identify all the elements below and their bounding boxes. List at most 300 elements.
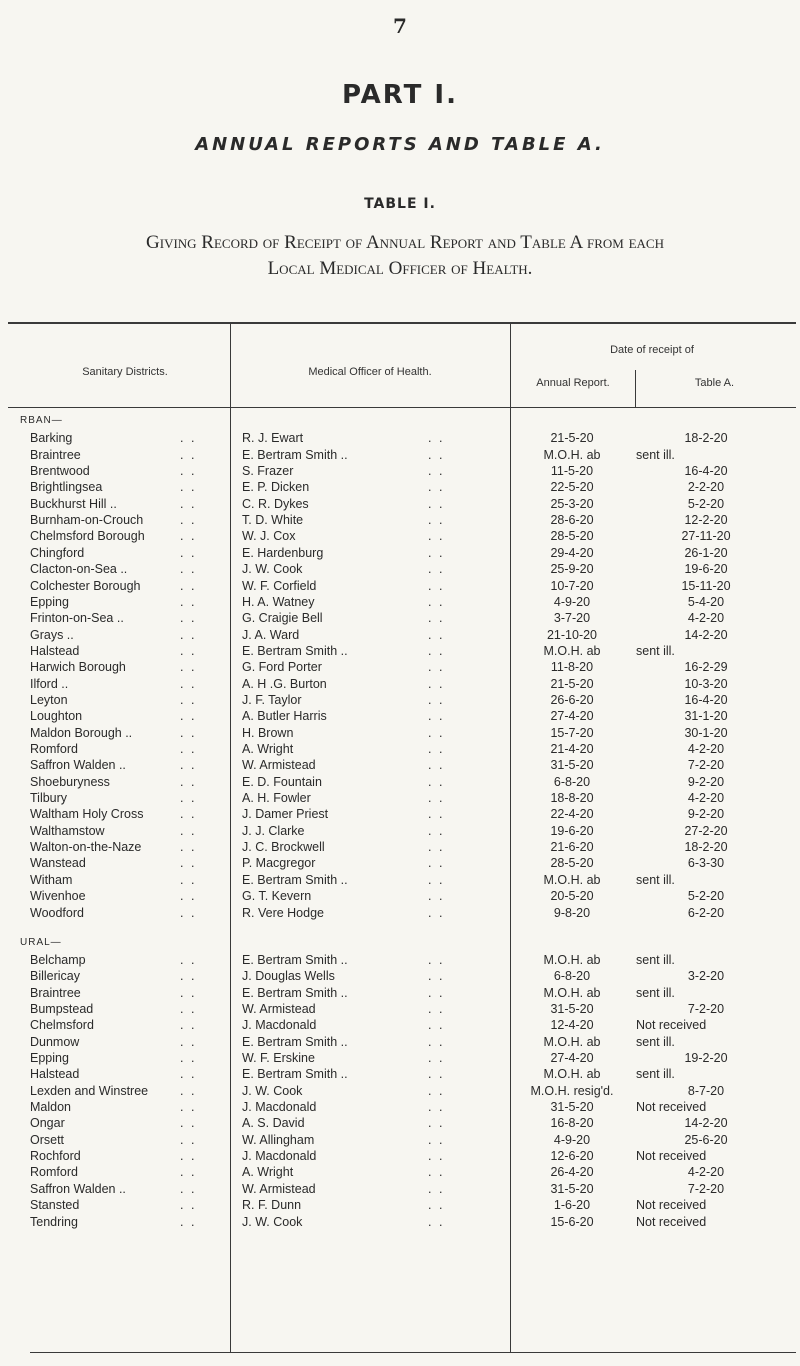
cell-district: Saffron Walden ..	[30, 758, 126, 773]
cell-officer: J. J. Clarke	[242, 823, 305, 838]
cell-district: Barking	[30, 431, 73, 446]
leader-dots: . .	[180, 496, 197, 511]
leader-dots: . .	[180, 1034, 197, 1049]
cell-annual-report: M.O.H. ab	[543, 985, 601, 1000]
page-number: 7	[393, 14, 407, 38]
cell-officer: R. F. Dunn	[242, 1198, 302, 1213]
cell-table-a: 16-2-29	[684, 660, 728, 675]
cell-officer: J. Macdonald	[242, 1100, 317, 1115]
leader-dots: . .	[180, 447, 197, 462]
cell-district: Chelmsford	[30, 1018, 94, 1033]
cell-district: Walton-on-the-Naze	[30, 840, 142, 855]
leader-dots: . .	[428, 889, 445, 904]
leader-dots: . .	[180, 1165, 197, 1180]
leader-dots: . .	[428, 840, 445, 855]
group-label: RBAN—	[20, 415, 63, 426]
cell-officer: W. F. Corfield	[242, 578, 317, 593]
table-row	[0, 709, 800, 723]
leader-dots: . .	[180, 840, 197, 855]
cell-table-a: sent ill.	[636, 1067, 675, 1082]
cell-district: Colchester Borough	[30, 578, 141, 593]
cell-officer: E. D. Fountain	[242, 774, 322, 789]
cell-annual-report: M.O.H. ab	[543, 447, 601, 462]
cell-officer: J. Macdonald	[242, 1149, 317, 1164]
cell-table-a: 7-2-20	[687, 1001, 725, 1016]
cell-table-a: Not received	[636, 1018, 707, 1033]
table-row	[0, 546, 800, 560]
cell-annual-report: 16-8-20	[550, 1116, 594, 1131]
cell-table-a: sent ill.	[636, 447, 675, 462]
leader-dots: . .	[428, 905, 445, 920]
leader-dots: . .	[180, 1001, 197, 1016]
cell-district: Tendring	[30, 1214, 78, 1229]
cell-district: Romford	[30, 1165, 78, 1180]
table-row	[0, 1035, 800, 1049]
leader-dots: . .	[428, 447, 445, 462]
cell-officer: S. Frazer	[242, 464, 294, 479]
leader-dots: . .	[180, 1018, 197, 1033]
cell-district: Waltham Holy Cross	[30, 807, 144, 822]
leader-dots: . .	[428, 562, 445, 577]
leader-dots: . .	[428, 1198, 445, 1213]
leader-dots: . .	[428, 1067, 445, 1082]
leader-dots: . .	[180, 823, 197, 838]
table-row	[0, 497, 800, 511]
header-table-a: Table A.	[694, 377, 735, 389]
leader-dots: . .	[428, 545, 445, 560]
leader-dots: . .	[180, 1067, 197, 1082]
leader-dots: . .	[428, 856, 445, 871]
cell-table-a: 5-2-20	[687, 496, 725, 511]
leader-dots: . .	[428, 480, 445, 495]
leader-dots: . .	[180, 480, 197, 495]
leader-dots: . .	[180, 676, 197, 691]
cell-officer: W. Armistead	[242, 758, 316, 773]
leader-dots: . .	[180, 872, 197, 887]
leader-dots: . .	[180, 742, 197, 756]
leader-dots: . .	[180, 985, 197, 1000]
cell-officer: W. Armistead	[242, 1181, 316, 1196]
cell-annual-report: 29-4-20	[550, 545, 594, 560]
leader-dots: . .	[428, 643, 445, 658]
leader-dots: . .	[428, 1116, 445, 1131]
cell-annual-report: 6-8-20	[553, 774, 591, 789]
cell-table-a: 7-2-20	[687, 1181, 725, 1196]
cell-district: Maldon Borough ..	[30, 725, 133, 740]
cell-table-a: Not received	[636, 1198, 707, 1213]
cell-table-a: sent ill.	[636, 985, 675, 1000]
header-date-group: Date of receipt of	[610, 344, 694, 356]
leader-dots: . .	[428, 676, 445, 691]
cell-table-a: 18-2-20	[684, 431, 728, 446]
cell-annual-report: 26-4-20	[550, 1165, 594, 1180]
table-row	[0, 677, 800, 691]
cell-district: Grays ..	[30, 627, 74, 642]
leader-dots: . .	[180, 1051, 197, 1065]
cell-annual-report: M.O.H. ab	[543, 1034, 601, 1049]
leader-dots: . .	[428, 431, 445, 446]
cell-table-a: 19-2-20	[684, 1051, 728, 1065]
cell-annual-report: M.O.H. ab	[543, 952, 601, 967]
table-row	[0, 513, 800, 527]
header-annual-report: Annual Report.	[536, 377, 610, 389]
cell-annual-report: M.O.H. ab	[543, 1067, 601, 1082]
cell-annual-report: 22-4-20	[550, 807, 594, 822]
cell-table-a: 5-4-20	[687, 594, 725, 609]
table-row	[0, 1182, 800, 1196]
cell-officer: E. Bertram Smith ..	[242, 643, 348, 658]
cell-officer: E. Bertram Smith ..	[242, 447, 348, 462]
cell-annual-report: M.O.H. ab	[543, 872, 601, 887]
leader-dots: . .	[180, 578, 197, 593]
table-row	[0, 1165, 800, 1179]
cell-table-a: 30-1-20	[684, 725, 728, 740]
leader-dots: . .	[180, 774, 197, 789]
leader-dots: . .	[180, 1100, 197, 1115]
cell-annual-report: 15-7-20	[550, 725, 594, 740]
cell-annual-report: 6-8-20	[553, 969, 591, 984]
leader-dots: . .	[428, 1034, 445, 1049]
leader-dots: . .	[428, 791, 445, 806]
leader-dots: . .	[428, 1051, 445, 1065]
table-row	[0, 611, 800, 625]
cell-annual-report: 31-5-20	[550, 1100, 594, 1115]
cell-district: Witham	[30, 872, 73, 887]
cell-officer: G. T. Kevern	[242, 889, 312, 904]
cell-annual-report: 22-5-20	[550, 480, 594, 495]
cell-officer: G. Craigie Bell	[242, 611, 323, 626]
cell-annual-report: 12-6-20	[550, 1149, 594, 1164]
table-row	[0, 889, 800, 903]
table-row	[0, 1133, 800, 1147]
leader-dots: . .	[180, 529, 197, 544]
leader-dots: . .	[180, 513, 197, 528]
cell-officer: C. R. Dykes	[242, 496, 309, 511]
leader-dots: . .	[428, 627, 445, 642]
leader-dots: . .	[180, 545, 197, 560]
table-description-line1: Giving Record of Receipt of Annual Report and Table A from each	[146, 232, 664, 253]
leader-dots: . .	[428, 774, 445, 789]
cell-district: Tilbury	[30, 791, 68, 806]
table-row	[0, 758, 800, 772]
leader-dots: . .	[180, 431, 197, 446]
cell-annual-report: 28-5-20	[550, 529, 594, 544]
leader-dots: . .	[180, 643, 197, 658]
cell-officer: R. Vere Hodge	[242, 905, 324, 920]
leader-dots: . .	[428, 529, 445, 544]
table-row	[0, 807, 800, 821]
cell-officer: W. F. Erskine	[242, 1051, 315, 1065]
cell-district: Lexden and Winstree	[30, 1083, 149, 1098]
cell-district: Epping	[30, 594, 69, 609]
cell-officer: W. J. Cox	[242, 529, 296, 544]
cell-district: Belchamp	[30, 952, 86, 967]
cell-officer: J. F. Taylor	[242, 692, 302, 707]
table-row	[0, 791, 800, 805]
leader-dots: . .	[180, 889, 197, 904]
cell-table-a: 14-2-20	[684, 1116, 728, 1131]
cell-officer: W. Allingham	[242, 1132, 315, 1147]
cell-annual-report: 4-9-20	[553, 594, 591, 609]
table-row	[0, 986, 800, 1000]
cell-table-a: 25-6-20	[684, 1132, 728, 1147]
leader-dots: . .	[180, 562, 197, 577]
leader-dots: . .	[428, 725, 445, 740]
cell-officer: P. Macgregor	[242, 856, 316, 871]
leader-dots: . .	[428, 578, 445, 593]
leader-dots: . .	[180, 1083, 197, 1098]
cell-district: Wivenhoe	[30, 889, 86, 904]
cell-table-a: 4-2-20	[687, 611, 725, 626]
cell-table-a: Not received	[636, 1100, 707, 1115]
table-row	[0, 906, 800, 920]
leader-dots: . .	[428, 611, 445, 626]
cell-table-a: 8-7-20	[687, 1083, 725, 1098]
cell-table-a: 5-2-20	[687, 889, 725, 904]
header-officer: Medical Officer of Health.	[308, 366, 432, 378]
leader-dots: . .	[428, 872, 445, 887]
leader-dots: . .	[180, 627, 197, 642]
cell-officer: J. W. Cook	[242, 562, 303, 577]
leader-dots: . .	[180, 611, 197, 626]
table-description-line2: Local Medical Officer of Health.	[267, 258, 533, 279]
cell-district: Loughton	[30, 709, 83, 724]
cell-annual-report: 21-4-20	[550, 742, 594, 756]
cell-district: Ongar	[30, 1116, 65, 1131]
table-row	[0, 562, 800, 576]
cell-annual-report: 11-8-20	[550, 660, 594, 675]
table-row	[0, 1100, 800, 1114]
leader-dots: . .	[180, 725, 197, 740]
table-row	[0, 726, 800, 740]
table-row	[0, 1198, 800, 1212]
cell-annual-report: M.O.H. resig'd.	[530, 1083, 614, 1098]
leader-dots: . .	[180, 594, 197, 609]
cell-district: Leyton	[30, 692, 68, 707]
cell-district: Stansted	[30, 1198, 80, 1213]
leader-dots: . .	[180, 1181, 197, 1196]
header-district: Sanitary Districts.	[82, 366, 168, 378]
cell-table-a: 6-2-20	[687, 905, 725, 920]
cell-table-a: 2-2-20	[687, 480, 725, 495]
leader-dots: . .	[428, 1149, 445, 1164]
leader-dots: . .	[180, 709, 197, 724]
table-row	[0, 775, 800, 789]
leader-dots: . .	[428, 1083, 445, 1098]
cell-district: Saffron Walden ..	[30, 1181, 126, 1196]
cell-officer: G. Ford Porter	[242, 660, 322, 675]
cell-officer: E. Bertram Smith ..	[242, 872, 348, 887]
cell-table-a: 10-3-20	[684, 676, 728, 691]
cell-table-a: 12-2-20	[684, 513, 728, 528]
leader-dots: . .	[180, 807, 197, 822]
cell-table-a: 27-11-20	[681, 529, 731, 544]
cell-district: Romford	[30, 742, 78, 756]
cell-table-a: 4-2-20	[687, 791, 725, 806]
cell-annual-report: 1-6-20	[553, 1198, 591, 1213]
table-row	[0, 953, 800, 967]
cell-officer: A. S. David	[242, 1116, 305, 1131]
cell-officer: A. H .G. Burton	[242, 676, 327, 691]
cell-officer: H. Brown	[242, 725, 294, 740]
cell-table-a: 9-2-20	[687, 807, 725, 822]
leader-dots: . .	[428, 1181, 445, 1196]
leader-dots: . .	[180, 1132, 197, 1147]
cell-annual-report: 12-4-20	[550, 1018, 594, 1033]
leader-dots: . .	[428, 985, 445, 1000]
cell-table-a: 6-3-30	[687, 856, 725, 871]
cell-annual-report: M.O.H. ab	[543, 643, 601, 658]
cell-annual-report: 31-5-20	[550, 1181, 594, 1196]
cell-annual-report: 21-5-20	[550, 676, 594, 691]
cell-annual-report: 27-4-20	[550, 709, 594, 724]
leader-dots: . .	[428, 660, 445, 675]
cell-table-a: 7-2-20	[687, 758, 725, 773]
table-label: TABLE I.	[364, 196, 436, 212]
table-row	[0, 579, 800, 593]
cell-officer: E. Hardenburg	[242, 545, 324, 560]
cell-district: Wanstead	[30, 856, 86, 871]
cell-officer: E. Bertram Smith ..	[242, 1034, 348, 1049]
cell-officer: J. Macdonald	[242, 1018, 317, 1033]
cell-table-a: 4-2-20	[687, 1165, 725, 1180]
cell-district: Rochford	[30, 1149, 81, 1164]
cell-district: Brightlingsea	[30, 480, 103, 495]
table-row	[0, 856, 800, 870]
table-row	[0, 431, 800, 445]
cell-table-a: 27-2-20	[684, 823, 728, 838]
cell-table-a: 15-11-20	[681, 578, 731, 593]
cell-officer: W. Armistead	[242, 1001, 316, 1016]
cell-officer: J. Douglas Wells	[242, 969, 335, 984]
table-row	[0, 1051, 800, 1065]
cell-annual-report: 18-8-20	[550, 791, 594, 806]
cell-table-a: sent ill.	[636, 643, 675, 658]
cell-district: Shoeburyness	[30, 774, 110, 789]
cell-district: Orsett	[30, 1132, 65, 1147]
leader-dots: . .	[428, 823, 445, 838]
cell-table-a: 16-4-20	[684, 692, 728, 707]
group-label: URAL—	[20, 936, 62, 948]
cell-table-a: 19-6-20	[684, 562, 728, 577]
cell-annual-report: 3-7-20	[553, 611, 591, 626]
leader-dots: . .	[428, 1018, 445, 1033]
leader-dots: . .	[180, 660, 197, 675]
cell-district: Braintree	[30, 985, 81, 1000]
cell-district: Walthamstow	[30, 823, 105, 838]
cell-annual-report: 19-6-20	[550, 823, 594, 838]
cell-annual-report: 26-6-20	[550, 692, 594, 707]
cell-officer: J. A. Ward	[242, 627, 300, 642]
leader-dots: . .	[180, 1198, 197, 1213]
cell-officer: T. D. White	[242, 513, 304, 528]
cell-district: Chelmsford Borough	[30, 529, 145, 544]
cell-annual-report: 11-5-20	[550, 464, 594, 479]
leader-dots: . .	[180, 758, 197, 773]
cell-district: Burnham-on-Crouch	[30, 513, 144, 528]
cell-annual-report: 28-5-20	[550, 856, 594, 871]
cell-annual-report: 28-6-20	[550, 513, 594, 528]
cell-district: Frinton-on-Sea ..	[30, 611, 124, 626]
cell-district: Clacton-on-Sea ..	[30, 562, 128, 577]
table-row	[0, 529, 800, 543]
cell-officer: A. Wright	[242, 742, 294, 756]
cell-district: Braintree	[30, 447, 81, 462]
part-title: PART I.	[342, 80, 458, 110]
table-row	[0, 873, 800, 887]
cell-officer: E. P. Dicken	[242, 480, 310, 495]
leader-dots: . .	[428, 513, 445, 528]
cell-district: Ilford ..	[30, 676, 69, 691]
cell-annual-report: 4-9-20	[553, 1132, 591, 1147]
cell-table-a: Not received	[636, 1149, 707, 1164]
leader-dots: . .	[428, 1214, 445, 1229]
table-row	[0, 448, 800, 462]
cell-annual-report: 21-6-20	[550, 840, 594, 855]
leader-dots: . .	[428, 758, 445, 773]
leader-dots: . .	[180, 1214, 197, 1229]
table-row	[0, 1215, 800, 1229]
table-row	[0, 480, 800, 494]
cell-annual-report: 9-8-20	[553, 905, 591, 920]
cell-table-a: Not received	[636, 1214, 707, 1229]
leader-dots: . .	[428, 594, 445, 609]
leader-dots: . .	[428, 709, 445, 724]
cell-district: Maldon	[30, 1100, 71, 1115]
cell-officer: H. A. Watney	[242, 594, 315, 609]
cell-officer: E. Bertram Smith ..	[242, 952, 348, 967]
cell-table-a: 31-1-20	[684, 709, 728, 724]
leader-dots: . .	[180, 692, 197, 707]
table-row	[0, 660, 800, 674]
cell-annual-report: 31-5-20	[550, 1001, 594, 1016]
leader-dots: . .	[428, 952, 445, 967]
cell-officer: R. J. Ewart	[242, 431, 304, 446]
cell-table-a: sent ill.	[636, 872, 675, 887]
table-row	[0, 628, 800, 642]
table-row	[0, 824, 800, 838]
cell-table-a: 14-2-20	[684, 627, 728, 642]
cell-annual-report: 21-10-20	[546, 627, 598, 642]
cell-annual-report: 10-7-20	[550, 578, 594, 593]
leader-dots: . .	[180, 791, 197, 806]
cell-annual-report: 25-3-20	[550, 496, 594, 511]
cell-table-a: 9-2-20	[687, 774, 725, 789]
cell-table-a: sent ill.	[636, 1034, 675, 1049]
leader-dots: . .	[180, 464, 197, 479]
table-row	[0, 595, 800, 609]
cell-table-a: 16-4-20	[684, 464, 728, 479]
leader-dots: . .	[180, 1149, 197, 1164]
cell-district: Chingford	[30, 545, 85, 560]
table-row	[0, 840, 800, 854]
leader-dots: . .	[428, 1100, 445, 1115]
cell-annual-report: 25-9-20	[550, 562, 594, 577]
cell-officer: A. Butler Harris	[242, 709, 327, 724]
cell-officer: J. Damer Priest	[242, 807, 329, 822]
cell-officer: E. Bertram Smith ..	[242, 985, 348, 1000]
cell-district: Halstead	[30, 1067, 80, 1082]
table-row	[0, 693, 800, 707]
table-row	[0, 1002, 800, 1016]
table-row	[0, 464, 800, 478]
leader-dots: . .	[180, 856, 197, 871]
cell-district: Harwich Borough	[30, 660, 126, 675]
leader-dots: . .	[180, 969, 197, 984]
cell-district: Halstead	[30, 643, 80, 658]
cell-table-a: 4-2-20	[687, 742, 725, 756]
leader-dots: . .	[428, 969, 445, 984]
